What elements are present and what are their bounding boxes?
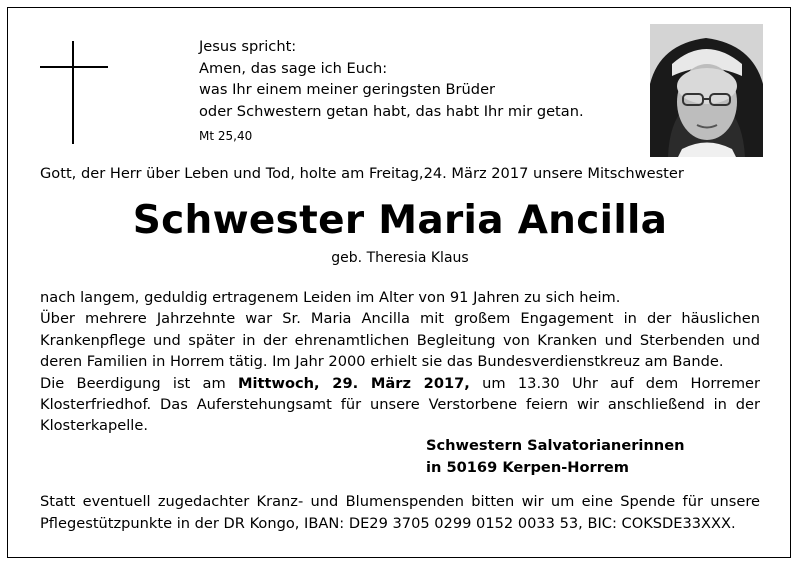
quote-reference: Mt 25,40 — [199, 129, 253, 143]
bible-quote — [199, 36, 584, 122]
body-paragraph: nach langem, geduldig ertragenem Leiden im Alter von 91 Jahren zu sich heim. — [40, 289, 621, 306]
intro-text: Gott, der Herr über Leben und Tod, holte am Freitag,24. März 2017 unsere Mitschwester — [40, 165, 684, 182]
cross-horizontal-bar — [40, 66, 108, 68]
funeral-text: um 13.30 Uhr auf dem Horremer Klosterfriedhof. Das Auferstehungsamt für unsere Verstorbene feiern wir anschließend in der Klosterkapelle. — [40, 374, 761, 435]
signature-line: Schwestern Salvatorianerinnen — [426, 437, 685, 454]
deceased-name: Schwester Maria Ancilla — [132, 198, 668, 243]
body-paragraph: Über mehrere Jahrzehnte war Sr. Maria Ancilla mit großem Engagement in der häuslichen Krankenpflege und später in der ehrenamtlichen Begleitung von Kranken und Sterbenden und deren Familien in Horrem tätig. Im Jahr 2000 erhielt sie das Bundesverdienstkreuz am Bande. — [40, 310, 760, 371]
funeral-date: Mittwoch, 29. März 2017, — [238, 374, 470, 392]
portrait-photo — [650, 24, 763, 157]
donation-line: Pflegestützpunkte in der DR Kongo, IBAN: DE29 3705 0299 0152 0033 53, BIC: COKSDE33XXX. — [40, 514, 736, 532]
quote-line: was Ihr einem meiner geringsten Brüder — [199, 81, 496, 99]
quote-line: Amen, das sage ich Euch: — [199, 59, 388, 77]
funeral-paragraph — [40, 373, 760, 437]
quote-line: oder Schwestern getan habt, das habt Ihr mir getan. — [199, 102, 584, 120]
signature-line: in 50169 Kerpen-Horrem — [426, 458, 630, 476]
cross-icon — [40, 41, 108, 144]
signature — [426, 435, 684, 478]
cross-vertical-bar — [72, 41, 74, 144]
portrait-image — [650, 24, 763, 157]
quote-line: Jesus spricht: — [199, 38, 297, 55]
notice-body — [40, 287, 760, 437]
birth-name: geb. Theresia Klaus — [331, 250, 469, 266]
funeral-text: Die Beerdigung ist am — [40, 374, 239, 392]
donation-line: Statt eventuell zugedachter Kranz- und Blumenspenden bitten wir um eine Spende für unsere — [40, 493, 760, 510]
donation-note — [40, 491, 760, 534]
